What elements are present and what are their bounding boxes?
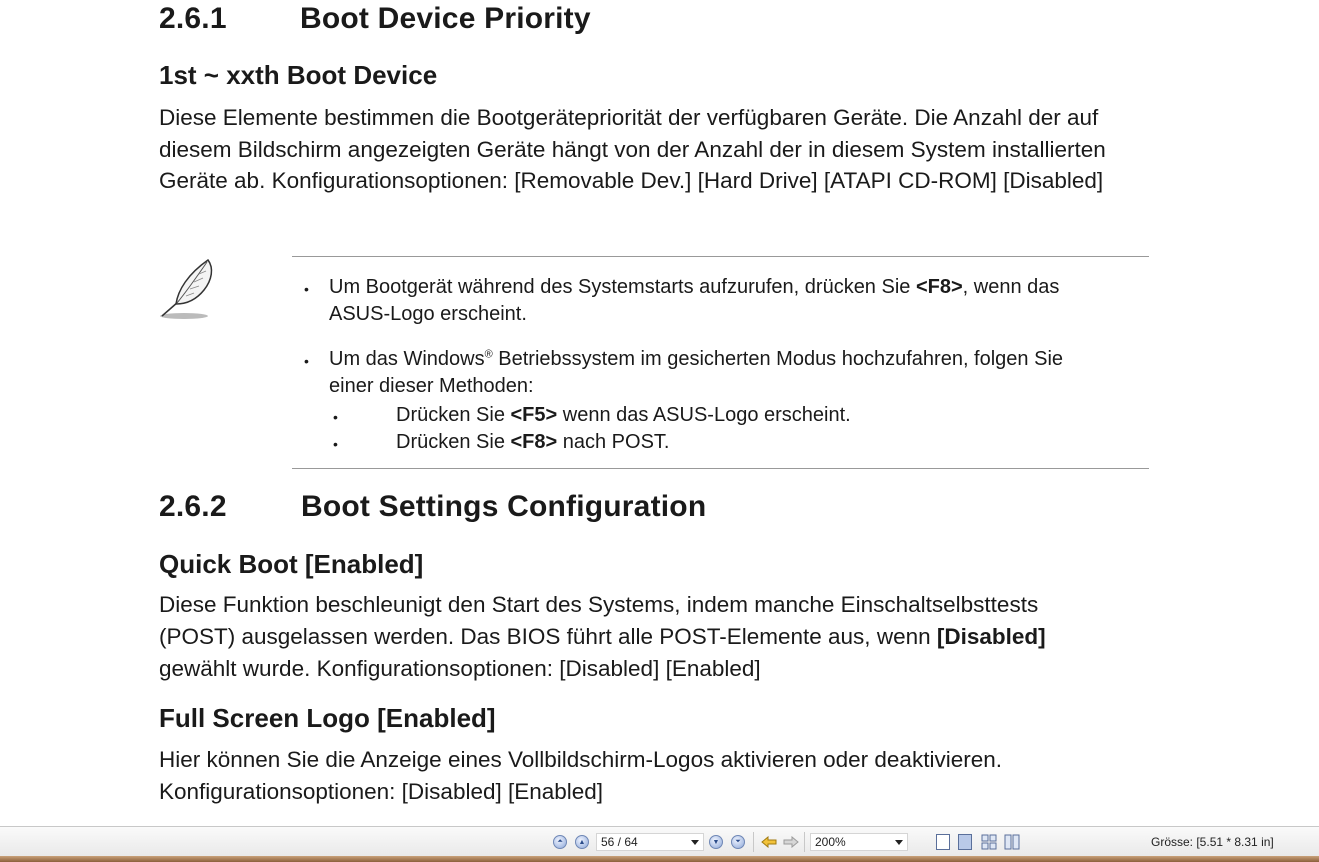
section-title: Boot Settings Configuration (301, 490, 707, 523)
continuous-icon[interactable] (958, 834, 972, 850)
note-bottom-rule (292, 468, 1149, 469)
note-sub-line: Drücken Sie <F8> nach POST. (396, 431, 670, 453)
bullet: • (304, 353, 309, 369)
section-title: Boot Device Priority (300, 2, 591, 35)
section-number: 2.6.2 (159, 490, 227, 523)
note-sub-line: Drücken Sie <F5> wenn das ASUS-Logo erscheint. (396, 404, 851, 426)
bullet: • (304, 281, 309, 297)
note-line: Um Bootgerät während des Systemstarts aufzurufen, drücken Sie <F8>, wenn das (329, 276, 1060, 298)
forward-icon[interactable] (782, 834, 800, 850)
note-line: ASUS-Logo erscheint. (329, 303, 527, 325)
window-bottom-border (0, 856, 1319, 862)
chevron-down-icon[interactable] (691, 840, 699, 845)
previous-page-icon[interactable]: ▲ (575, 835, 589, 849)
zoom-select[interactable] (810, 833, 908, 851)
subheading: 1st ~ xxth Boot Device (159, 60, 438, 90)
note-line: einer dieser Methoden: (329, 375, 534, 397)
sub-bullet: • (333, 436, 338, 452)
quick-boot-line: gewählt wurde. Konfigurationsoptionen: [Disabled] [Enabled] (159, 656, 761, 681)
next-page-icon[interactable]: ▼ (709, 835, 723, 849)
page-size-label: Grösse: [5.51 * 8.31 in] (1151, 835, 1274, 849)
full-screen-logo-heading: Full Screen Logo [Enabled] (159, 703, 496, 733)
quick-boot-line: Diese Funktion beschleunigt den Start des Systems, indem manche Einschaltselbsttests (159, 592, 1039, 617)
quick-boot-heading: Quick Boot [Enabled] (159, 549, 424, 579)
note-top-rule (292, 256, 1149, 257)
full-screen-logo-line: Konfigurationsoptionen: [Disabled] [Enabled] (159, 779, 604, 804)
paragraph: Diese Elemente bestimmen die Bootgerätepriorität der verfügbaren Geräte. Die Anzahl der auf diesem Bildschirm angezeigten Geräte hängt von der Anzahl der in diesem System installierten Geräte ab. Konfigurationsoptionen: [Removable Dev.] [Hard Drive] [ATAPI CD-ROM] [Disabled] (159, 105, 1106, 193)
last-page-icon[interactable]: ⏷ (731, 835, 745, 849)
sub-bullet: • (333, 409, 338, 425)
note-line: Um das Windows® Betriebssystem im gesicherten Modus hochzufahren, folgen Sie (329, 348, 1064, 370)
chevron-down-icon[interactable] (895, 840, 903, 845)
first-page-icon[interactable]: ⏶ (553, 835, 567, 849)
section-number: 2.6.1 (159, 2, 227, 35)
page-number-value: 56 / 64 (601, 835, 638, 849)
zoom-value: 200% (815, 835, 846, 849)
quill-pen-icon (156, 256, 228, 322)
single-page-icon[interactable] (936, 834, 950, 850)
back-icon[interactable] (760, 834, 778, 850)
status-bar (0, 826, 1319, 857)
facing-icon[interactable] (981, 834, 997, 850)
full-screen-logo-line: Hier können Sie die Anzeige eines Vollbildschirm-Logos aktivieren oder deaktivieren. (159, 747, 1002, 772)
page-number-input[interactable] (596, 833, 704, 851)
separator (753, 832, 754, 852)
continuous-facing-icon[interactable] (1004, 834, 1020, 850)
separator (804, 832, 805, 852)
quick-boot-line: (POST) ausgelassen werden. Das BIOS führt alle POST-Elemente aus, wenn [Disabled] (159, 624, 1046, 649)
